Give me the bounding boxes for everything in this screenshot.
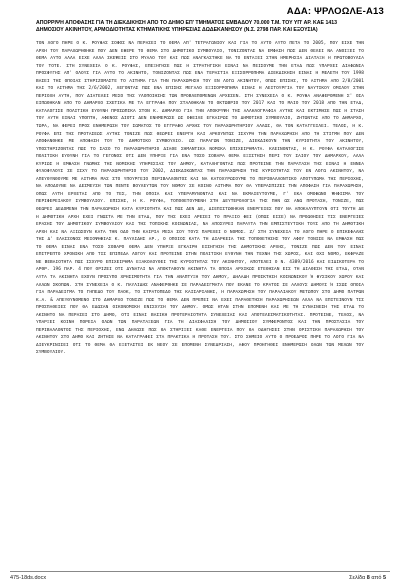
- page-total: 5: [382, 575, 386, 581]
- footer-filename: 475-18ds.docx: [10, 575, 47, 581]
- page-current: 8: [366, 575, 370, 581]
- page-number: [349, 575, 386, 581]
- footer-divider: [10, 571, 390, 572]
- page-label: Σελίδα: [349, 575, 366, 581]
- document-header: ΑΠΟΡΡΙΨΗ ΑΠΟΦΑΣΗΣ ΓΙΑ ΤΗ ΔΙΕΚΔΙΚΗΣΗ ΑΠΟ ΤΟ ΔΗΜΟ ΕΠ' ΤΜΗΜΑΤΟΣ ΕΜΒΑΔΟΥ 70.000 Τ.Μ. ΤΟΥ ΥΠ' ΑΡ. ΚΑΕ 1413 ΔΗΜΟΣΙΟΥ ΑΚΙΝΗΤΟΥ, ΑΡΜΟΔΙΟΤΗΤΑΣ ΚΤΗΜΑΤΙΚΗΣ ΥΠΗΡΕΣΙΑΣ ΔΩΔΕΚΑΝΗΣΟΥ (Ν.Σ. 2798 ΠΑΡ. ΚΑΙ ΕΞΟΥΣΙΑ): [36, 20, 337, 33]
- ada-code: ΑΔΑ: ΨΡΛΟΩΛΕ-Α13: [286, 6, 384, 17]
- document-body: ΤΟΝ ΛΟΓΟ ΠΗΡΕ Ο Κ. ΡΟΥΦΑΣ ΣΟΦΟΣ ΝΑ ΠΕΡΑΣΕΙ ΤΟ ΘΕΜΑ ΑΠ' ΤΕΤΡΑΓΩΝΙΟΥ ΚΑΙ ΓΙΑ ΤΟ ΑΥΤΟ ΑΥΤΟ ΠΕΤΑ ΤΟ 2005, ΠΟΥ ΕΙΧΕ ΤΗΝ ΑΡΧΗ ΤΟΥ ΠΑΡΑΧΩΡΗΘΗΚΕ ΠΟΥ ΔΕΝ ΕΦΕΡΕ ΤΟ ΘΕΜΑ ΣΤΟ ΔΗΜΟΤΙΚΟ ΣΥΜΒΟΥΛΙΟ, ΤΟΝΙΖΟΝΤΑΣ ΝΑ ΕΜΦΑΣΗ ΠΩΣ ΔΕΝ ΘΕΛΕΙ ΝΑ ΑΝΟΙΞΕΙ ΤΟ ΘΕΜΑ ΑΥΤΟ ΑΛΛΑ ΕΙΧΕ ΑΛΛΑ ΣΚΕΨΕΙΣ ΣΤΟ ΜΥΑΛΟ ΤΟΥ ΚΑΙ ΠΩΣ ΑΝΑΓΚΑΣΤΗΚΕ ΝΑ ΤΟ ΕΝΤΑΞΕΙ ΣΤΗΝ ΗΜΕΡΗΣΙΑ ΔΙΑΤΑΞΗ Η ΠΡΩΤΟΒΟΥΛΙΑ ΤΟΥ ΤΟΤΕ. ΣΤΗ ΣΥΝΕΧΕΙΑ Ο Κ. ΡΟΥΦΑΣ, ΕΠΕΞΗΓΗΣΕ ΠΩΣ Η ΣΤΡΑΤΗΓΙΚΗ ΕΙΝΑΙ ΝΑ ΠΕΙΣΟΥΜΕ ΤΗΝ ΕΤΑΔ ΠΩΣ ΥΠΑΡΧΕΙ ΔΙΑΦΩΝΙΑ ΠΡΟΣΦΥΓΗΣ ΑΠ' ΟΛΟΥΣ ΓΙΑ ΑΥΤΟ ΤΟ ΑΚΙΝΗΤΟ, ΤΟΝΙΖΟΝΤΑΣ ΠΩΣ ΕΝΑ ΤΕΡΑΣΤΙΑ ΕΞΙΣΟΡΡΟΠΗΜΑ ΔΙΕΚΔΙΚΗΣΗ ΕΙΝΑΙ Η ΜΕΛΕΤΗ ΤΟΥ 1998 ΒΑΣΕΙ ΤΗΣ ΟΠΟΙΑΣ ΣΤΗΡΙΖΟΜΑΣΤΕ ΤΟ ΑΙΤΗΜΑ ΓΙΑ ΤΗΝ ΠΑΡΑΧΩΡΗΣΗ ΤΟΥ ΕΝ ΛΟΓΩ ΑΚΙΝΗΤΟΥ, ΟΠΩΣ ΕΠΙΣΗΣ, ΤΟ ΑΙΤΗΜΑ ΑΠΟ 2/8/2001 ΚΑΙ ΤΟ ΑΙΤΗΜΑ ΤΗΣ 2/6/2002, ΛΕΓΟΝΤΑΣ ΠΩΣ ΕΝΑ ΕΠΙΣΗΣ ΜΕΓΑΛΟ ΕΞΙΣΟΡΡΟΠΗΜΑ ΕΙΝΑΙ Η ΛΕΙΤΟΥΡΓΙΑ ΤΟΥ ΝΑΥΤΙΚΟΥ ΟΜΙΛΟΥ ΣΤΗΝ ΠΕΡΙΟΧΗ ΑΥΤΗ, ΠΟΥ ΔΙΑΤΕΛΕΙ ΜΕΣΟ ΤΗΣ ΥΛΟΠΟΙΗΣΗΣ ΤΩΝ ΠΡΟΒΛΕΠΟΜΕΝΩΝ ΑΡΧΕΣΕΝ. ΣΤΗ ΣΥΝΕΧΕΙΑ Ο Κ. ΡΟΥΦΑ ΑΝΑΦΕΡΟΜΕΝΗ Σ' ΟΣΑ ΕΙΠΩΘΗΚΑΝ ΑΠΟ ΤΟ ΔΗΜΑΡΧΟ ΣΧΕΤΙΚΑ ΜΕ ΤΑ ΕΓΓΡΑΦΑ ΠΟΥ ΣΤΑΛΘΗΚΑΝ ΤΟ ΟΚΤΩΒΡΙΟ ΤΟΥ 2017 ΚΑΙ ΤΟ ΜΑΙΟ ΤΟΥ 2018 ΑΠΟ ΤΗΝ ΕΤΑΔ, ΚΑΤΑΛΟΓΙΣΕ ΠΟΛΙΤΙΚΗ ΕΥΘΥΝΗ ΠΡΟΣΩΠΙΚΑ ΣΤΟΝ Κ. ΔΗΜΑΡΧΟ ΓΙΑ ΤΗΝ ΑΠΟΚΡΥΨΗ ΤΗΣ ΑΛΛΗΛΟΓΡΑΦΙΑ ΑΥΤΗΣ ΚΑΙ ΕΚΤΙΜΗΣΕ ΠΩΣ Η ΣΤΑΣΗ ΤΟΥ ΑΥΤΗ ΕΙΝΑΙ ΥΠΟΠΤΗ, ΑΦΕΝΟΣ ΔΙΟΤΙ ΔΕΝ ΕΝΗΜΕΡΩΣΕ ΩΣ ΟΦΕΙΛΕ ΕΓΚΑΙΡΩΣ ΤΟ ΔΗΜΟΤΙΚΟ ΣΥΜΒΟΥΛΙΟ, ΖΗΤΩΝΤΑΣ ΑΠΟ ΤΟ ΔΗΜΑΡΧΟ, ΤΩΡΑ, ΝΑ ΦΕΡΕΙ ΠΡΟΣ ΕΝΗΜΕΡΩΣΗ ΤΟΥ ΣΩΜΑΤΟΣ ΤΟ ΕΓΓΡΑΦΟ ΑΡΧΗΣ ΤΟΥ ΠΑΡΑΧΩΡΗΤΗΡΙΟΥ ΑΛΛΩΣ, ΘΑ ΤΟΝ ΚΑΤΑΓΓΕΙΛΕΙ. ΤΕΛΟΣ, Η Κ. ΡΟΥΦΑ ΕΠΙ ΤΗΣ ΠΡΟΤΑΣΕΩΣ ΑΥΤΗΣ ΤΟΝΙΖΕ ΠΩΣ ΘΕΩΡΕΙ ΕΝΕΡΓΗ ΚΑΙ ΑΡΚΟΥΝΤΩΣ ΙΣΧΥΡΗ ΤΗΝ ΠΑΡΑΧΩΡΗΣΗ ΑΠΟ ΤΗ ΣΤΙΓΜΗ ΠΟΥ ΔΕΝ ΑΠΟΦΑΝΘΗΚΕ ΜΕ ΑΠΟΦΑΣΗ ΤΟΥ ΤΟ ΔΗΜΟΤΙΚΟ ΣΥΜΒΟΥΛΙΟ. ΩΣ ΠΑΡΑΓΩΝ ΤΟΝΙΖΕ, ΔΙΕΚΔΙΚΟΥΝ ΤΗΝ ΚΥΡΙΟΤΗΤΑ ΤΟΥ ΑΚΙΝΗΤΟΥ, ΥΠΟΣΤΗΡΙΖΟΝΤΑΣ ΠΩΣ ΤΟ ΣΑΣΟ ΤΟ ΠΑΡΑΧΩΡΗΤΗΡΙΟ ΔΙΑΘΕ ΣΗΜΑΝΤΙΚΑ ΝΟΜΙΚΑ ΕΠΙΧΕΙΡΗΜΑΤΑ. ΚΛΕΙΝΟΝΤΑΣ, Η Κ. ΡΟΥΦΑ ΚΑΤΑΛΟΓΙΣΕ ΠΟΛΙΤΙΚΗ ΕΥΘΥΝΗ ΓΙΑ ΤΟ ΓΕΓΟΝΟΣ ΟΤΙ ΔΕΝ ΥΠΗΡΞΕ ΓΙΑ ΕΝΑ ΤΟΣΟ ΣΟΒΑΡΑ ΘΕΜΑ ΕΞΙΣΤΗΣΗ ΠΕΡΙ ΤΟΥ ΣΑΙΟΥ ΤΟΥ ΔΗΜΑΡΧΟΥ, ΑΛΛΑ ΚΥΡΙΩΣ Η ΕΜΦΑΣΗ ΓΝΩΜΗΣ ΤΗΣ ΝΟΜΙΚΗΣ ΥΠΗΡΕΣΙΑΣ ΤΟΥ ΔΗΜΟΥ, ΚΑΤΑΛΗΓΟΝΤΑΣ ΠΩΣ ΠΡΟΤΕΙΝΕ ΤΗΝ ΠΑΡΑΤΑΣΗ ΤΗΣ ΕΙΝΑΙ Η ΕΝΝΕΑ ΦΥΛΟΦΥΛΟΥΣ ΣΕ ΙΣΧΥ ΤΟ ΠΑΡΑΧΩΡΗΤΗΡΙΟ ΤΟΥ 2002, ΔΙΕΚΔΙΚΩΝΤΑΣ ΤΗΝ ΠΑΡΑΧΩΡΗΣΗ ΤΗΣ ΚΥΡΙΟΤΗΤΑΣ ΤΟΥ ΕΝ ΛΟΓΩ ΑΚΙΝΗΤΟΥ, ΝΑ ΑΠΕΥΘΥΝΘΟΥΜΕ ΜΕ ΑΙΤΗΜΑ ΜΑΣ ΣΤΟ ΥΠΟΥΡΓΕΙΟ ΠΕΡΙΒΑΛΛΟΝΤΟΣ ΚΑΙ ΝΑ ΚΑΤΟΧΥΡΩΣΟΥΜΕ ΤΟ ΠΕΡΙΒΑΛΛΟΝΤΙΚΟ ΑΠΟΤΥΠΩΜΑ ΤΗΣ ΠΕΡΙΟΧΗΣ, ΝΑ ΑΠΟΔΟΥΝΕ ΝΑ ΔΕΣΜΕΥΣΗ ΤΩΝ ΠΕΝΤΕ ΒΟΥΛΕΥΤΩΝ ΤΟΥ ΝΟΜΟΥ ΣΕ ΚΟΙΝΟ ΑΙΤΗΜΑ ΠΟΥ ΘΑ ΥΠΕΡΑΣΠΙΖΕΙ ΤΗΝ ΑΠΟΦΑΣΗ ΓΙΑ ΠΑΡΑΧΩΡΗΣΗ, ΟΠΩΣ ΑΥΤΗ ΕΡΧΕΤΑΙ ΑΠΟ ΤΟ ΤΕΣ, ΤΗΝ ΟΠΟΙΑ ΚΑΙ ΥΠΕΡΑΜΥΝΟΝΤΑΙ ΚΑΙ ΝΑ ΕΚΜΑΙΕΥΤΟΥΜΕ, Γ' ΕΚΑ ΟΜΟΦΩΝΟ ΨΗΦΙΣΜΑ ΤΟΥ ΠΕΡΙΦΕΡΕΙΑΚΟΥ ΣΥΜΒΟΥΛΙΟΥ. ΕΠΙΣΗΣ, Η Κ. ΡΟΥΦΑ, ΤΟΠΟΘΕΤΟΥΜΕΝΗ ΣΤΗ ΔΕΥΤΕΡΟΛΟΓΙΑ ΤΗΣ ΠΗΝ ΩΣ ΑΝΩ ΠΡΟΤΑΣΗ, ΤΟΝΙΖΕ, ΠΩΣ ΘΕΩΡΕΙ ΔΕΔΟΜΕΝΗ ΤΗΝ ΠΑΡΑΧΩΡΗΣΗ ΚΑΤΑ ΚΥΡΙΟΤΗΤΑ ΚΑΙ ΠΩΣ ΔΕΝ ΔΕ, ΔΙΕΠΙΣΤΩΘΗΚΑΝ ΕΝΕΡΓΕΙΕΣ ΠΟΥ ΝΑ ΑΠΟΚΑΛΥΠΤΟΥΝ ΟΤΙ ΤΟΥΤΗ ΔΕ Η ΔΗΜΟΤΙΚΗ ΑΡΧΗ ΕΧΕΙ ΓΝΩΣΤΑ ΜΕ ΤΗΝ ΕΤΑΔ, ΠΟΥ ΤΗΣ ΕΧΕΙ ΑΡΕΣΕΙ ΤΟ ΠΡΑΞΙΟ ΦΕΙ (ΟΠΩΣ ΕΙΣΕ) ΝΑ ΠΡΟΩΘΗΣΕΙ ΤΙΣ ΕΝΕΡΓΕΙΕΣ ΕΡΑΣΗΣ ΤΟΥ ΔΗΜΟΤΙΚΟΥ ΣΥΜΒΟΥΛΙΟΥ ΚΑΙ ΤΗΣ ΤΟΠΙΚΗΣ ΚΟΙΝΩΝΙΑΣ, ΝΑ ΑΠΟΣΥΡΕΙ ΠΑΡΑΥΤΑ ΤΗΝ ΕΜΠΙΣΤΕΥΤΙΚΗ ΤΟΥΣ ΑΠΟ ΤΗ ΔΗΜΟΤΙΚΗ ΑΡΧΗ ΚΑΙ ΝΑ ΑΞΙΩΣΟΥΝ ΚΑΤΑ ΤΗΝ ΟΔΟ ΤΗΝ ΚΑΙΡΙΑ ΜΕΣΑ ΣΟΥ ΤΟΥΣ ΠΑΡΕΧΕΙ Ο ΝΟΜΟΣ. Ζ/ ΣΤΗ ΣΥΝΕΧΕΙΑ ΤΟ ΛΟΓΟ ΠΗΡΕ Ο ΕΠΙΚΕΦΑΛΗΣ ΤΗΣ Δ' ΕΛΑΣΣΟΝΟΣ ΜΕΙΟΨΗΦΙΑΣ Κ. ΠΑΥΛΙΔΗΣ ΑΡ., Ο ΟΠΟΙΟΣ ΚΑΤΑ ΤΗ ΔΙΑΡΚΕΙΑ ΤΗΣ ΤΟΠΟΘΕΤΗΣΗΣ ΤΟΥ ΑΦΟΥ ΤΟΝΙΣΕ ΝΑ ΕΜΦΑΣΗ ΠΩΣ ΤΟ ΘΕΜΑ ΕΙΝΑΙ ΕΝΑ ΤΟΣΟ ΣΟΒΑΡΟ ΘΕΜΑ ΔΕΝ ΥΠΗΡΞΕ ΕΓΚΑΙΡΗ ΕΙΣΗΓΗΣΗ ΤΗΣ ΔΗΜΟΤΙΚΗΣ ΑΡΧΗΣ, ΤΟΝΙΖΕ ΠΩΣ ΔΕΝ ΤΟΥ ΕΙΝΑΙ ΕΠΙΤΡΕΠΤΟ ΧΡΟΝΙΚΗ ΑΠΟ ΤΙΣ ΕΠΙΠΕΔΑ ΛΟΓΟΥ ΚΑΙ ΠΡΟΤΕΙΝΕ ΣΤΗΝ ΠΟΛΙΤΙΚΗ ΕΥΘΥΝΗ ΤΗΝ ΤΕΧΝΗ ΤΗΣ ΧΩΡΟΣ, ΚΑΙ ΟΧΙ ΝΟΜΟ, ΕΚΦΡΑΖΕ ΝΕ ΒΕΒΑΙΟΤΗΤΑ ΠΩΣ ΙΣΧΥΡΟ ΕΠΙΧΕΙΡΗΜΑ ΕΞΑΚΟΛΟΥΘΕΙ ΤΗΣ ΚΥΡΙΟΤΗΤΑΣ ΤΟΥ ΑΚΙΝΗΤΟΥ, ΑΠΟΤΕΛΕΙ Ο Ν. 4389/2016 ΚΑΙ ΕΙΔΙΚΟΤΕΡΑ ΤΟ ΑΡΘΡ. 196 ΠΑΡ. 4 ΠΟΥ ΟΡΙΖΕΙ ΟΤΙ ΔΥΝΑΤΑΙ ΝΑ ΑΠΟΚΤΑΘΟΥΝ ΑΚΙΝΗΤΑ ΤΑ ΟΠΟΙΑ ΑΡΧΙΚΩΣ ΕΤΕΘΗΣΑΝ ΕΙΣ ΤΗ ΔΙΑΘΕΣΗ ΤΗΣ ΕΤΑΔ, ΟΤΑΝ ΑΥΤΑ ΤΑ ΑΚΙΝΗΤΑ ΕΧΟΥΝ ΠΡΟΣΥΠΟ ΧΡΗΣΙΜΟΤΗΤΑ ΓΙΑ ΤΗΝ ΑΝΑΠΤΥΞΗ ΤΟΥ ΔΗΜΟΥ, ΔΗΛΑΔΗ ΠΡΟΣΚΤΗΣΗ ΚΟΙΝΩΝΙΚΟΥ Ή ΦΥΣΙΚΟΥ ΧΩΡΟΥ ΚΑΙ ΑΛΛΩΝ ΣΚΟΠΩΝ. ΣΤΗ ΣΥΝΕΧΕΙΑ Ο Κ. ΠΑΥΛΙΔΗΣ ΑΝΑΦΕΡΘΗΚΕ ΣΕ ΠΑΡΑΔΕΙΓΜΑΤΑ ΠΟΥ ΕΚΑΝΕ ΤΟ ΚΡΑΤΟΣ ΣΕ ΑΛΛΟΥΣ ΔΗΜΟΥΣ Ή ΙΣΩΣ ΟΠΟΙΑ ΓΙΑ ΠΑΡΑΔΕΙΓΜΑ ΤΟ ΓΗΠΕΔΟ ΤΟΥ ΠΑΟΚ, ΤΟ ΣΤΡΑΤΟΠΕΔΟ ΤΗΣ ΚΑΙΣΑΡΙΑΝΗΣ, Η ΠΑΡΑΧΩΡΗΣΗ ΤΟΥ ΠΑΡΑΛΙΑΚΟΥ ΜΕΤΩΠΟΥ ΣΤΟ ΔΗΜΟ ΠΑΤΡΩΝ Κ.Α. & ΑΠΕΥΘΥΝΟΜΕΝΟ ΣΤΟ ΔΗΜΑΡΧΟ ΤΟΝΙΖΕ ΠΩΣ ΤΟ ΘΕΜΑ ΔΕΝ ΠΡΕΠΕΙ ΝΑ ΕΧΕΙ ΠΑΡΑΘΕΤΗΣΗ ΠΑΡΑΧΩΡΗΣΕΩΝ ΑΛΛΑ ΝΑ ΕΠΙΤΕΙΝΟΥΝ ΤΙΣ ΠΡΟΣΠΑΘΕΙΕΣ ΠΟΥ ΘΑ ΕΔΩΣΑΝ ΟΙΚΟΝΟΜΙΚΗ ΕΝΙΣΧΥΣΗ ΤΟΥ ΔΗΜΟΥ. ΟΜΩΣ ΗΤΑΝ ΣΤΗΝ ΕΠΟΜΕΝΗ ΚΑΙ ΜΕ ΤΗ ΣΥΝΑΙΝΕΣΗ ΤΗΣ ΕΤΑΔ ΤΟ ΑΚΙΝΗΤΟ ΝΑ ΠΕΡΑΣΕΙ ΣΤΟ ΔΗΜΟ, ΟΤΙ ΕΙΝΑΙ ΒΑΣΙΚΗ ΠΡΟΤΕΡΑΙΟΤΗΤΑ ΣΥΝΕΧΕΙΑΣ ΚΑΙ ΑΠΟΤΕΛΕΣΜΑΤΙΚΟΤΗΤΑΣ. ΠΡΟΤΕΙΝΕ, ΤΕΛΟΣ, ΝΑ ΥΠΑΡΞΕΙ ΚΟΙΝΗ ΠΟΡΕΙΑ ΟΛΩΝ ΤΩΝ ΠΑΡΑΤΑΞΕΩΝ ΓΙΑ ΤΗ ΔΙΑΣΦΑΛΙΣΗ ΤΟΥ ΔΗΜΟΣΙΟΥ ΣΥΜΦΕΡΟΝΤΟΣ ΚΑΙ ΤΗΝ ΠΡΟΣΤΑΣΙΑ ΤΟΥ ΠΕΡΙΒΑΛΛΟΝΤΟΣ ΤΗΣ ΠΕΡΙΟΧΗΣ, ΕΝΩ ΔΗΛΩΣΕ ΠΩΣ ΘΑ ΣΤΗΡΙΞΕΙ ΚΑΘΕ ΕΝΕΡΓΕΙΑ ΠΟΥ ΘΑ ΟΔΗΓΗΣΕΙ ΣΤΗΝ ΟΡΙΣΤΙΚΗ ΠΑΡΑΧΩΡΗΣΗ ΤΟΥ ΑΚΙΝΗΤΟΥ ΣΤΟ ΔΗΜΟ ΚΑΙ ΖΗΤΗΣΕ ΝΑ ΚΑΤΑΓΡΑΦΕΙ ΣΤΑ ΠΡΑΚΤΙΚΑ Η ΠΡΟΤΑΣΗ ΤΟΥ. ΣΤΟ ΣΗΜΕΙΟ ΑΥΤΟ Ο ΠΡΟΕΔΡΟΣ ΠΗΡΕ ΤΟ ΛΟΓΟ ΓΙΑ ΝΑ ΔΙΕΥΚΡΙΝΙΣΕΙ ΟΤΙ ΤΟ ΘΕΜΑ ΘΑ ΕΞΕΤΑΣΤΕΙ ΕΚ ΝΕΟΥ ΣΕ ΕΠΟΜΕΝΗ ΣΥΝΕΔΡΙΑΣΗ, ΑΦΟΥ ΠΡΟΗΓΗΘΕΙ ΕΝΗΜΕΡΩΣΗ ΟΛΩΝ ΤΩΝ ΜΕΛΩΝ ΤΟΥ ΣΥΜΒΟΥΛΙΟΥ.: [36, 41, 364, 356]
- page-separator: από: [371, 575, 382, 581]
